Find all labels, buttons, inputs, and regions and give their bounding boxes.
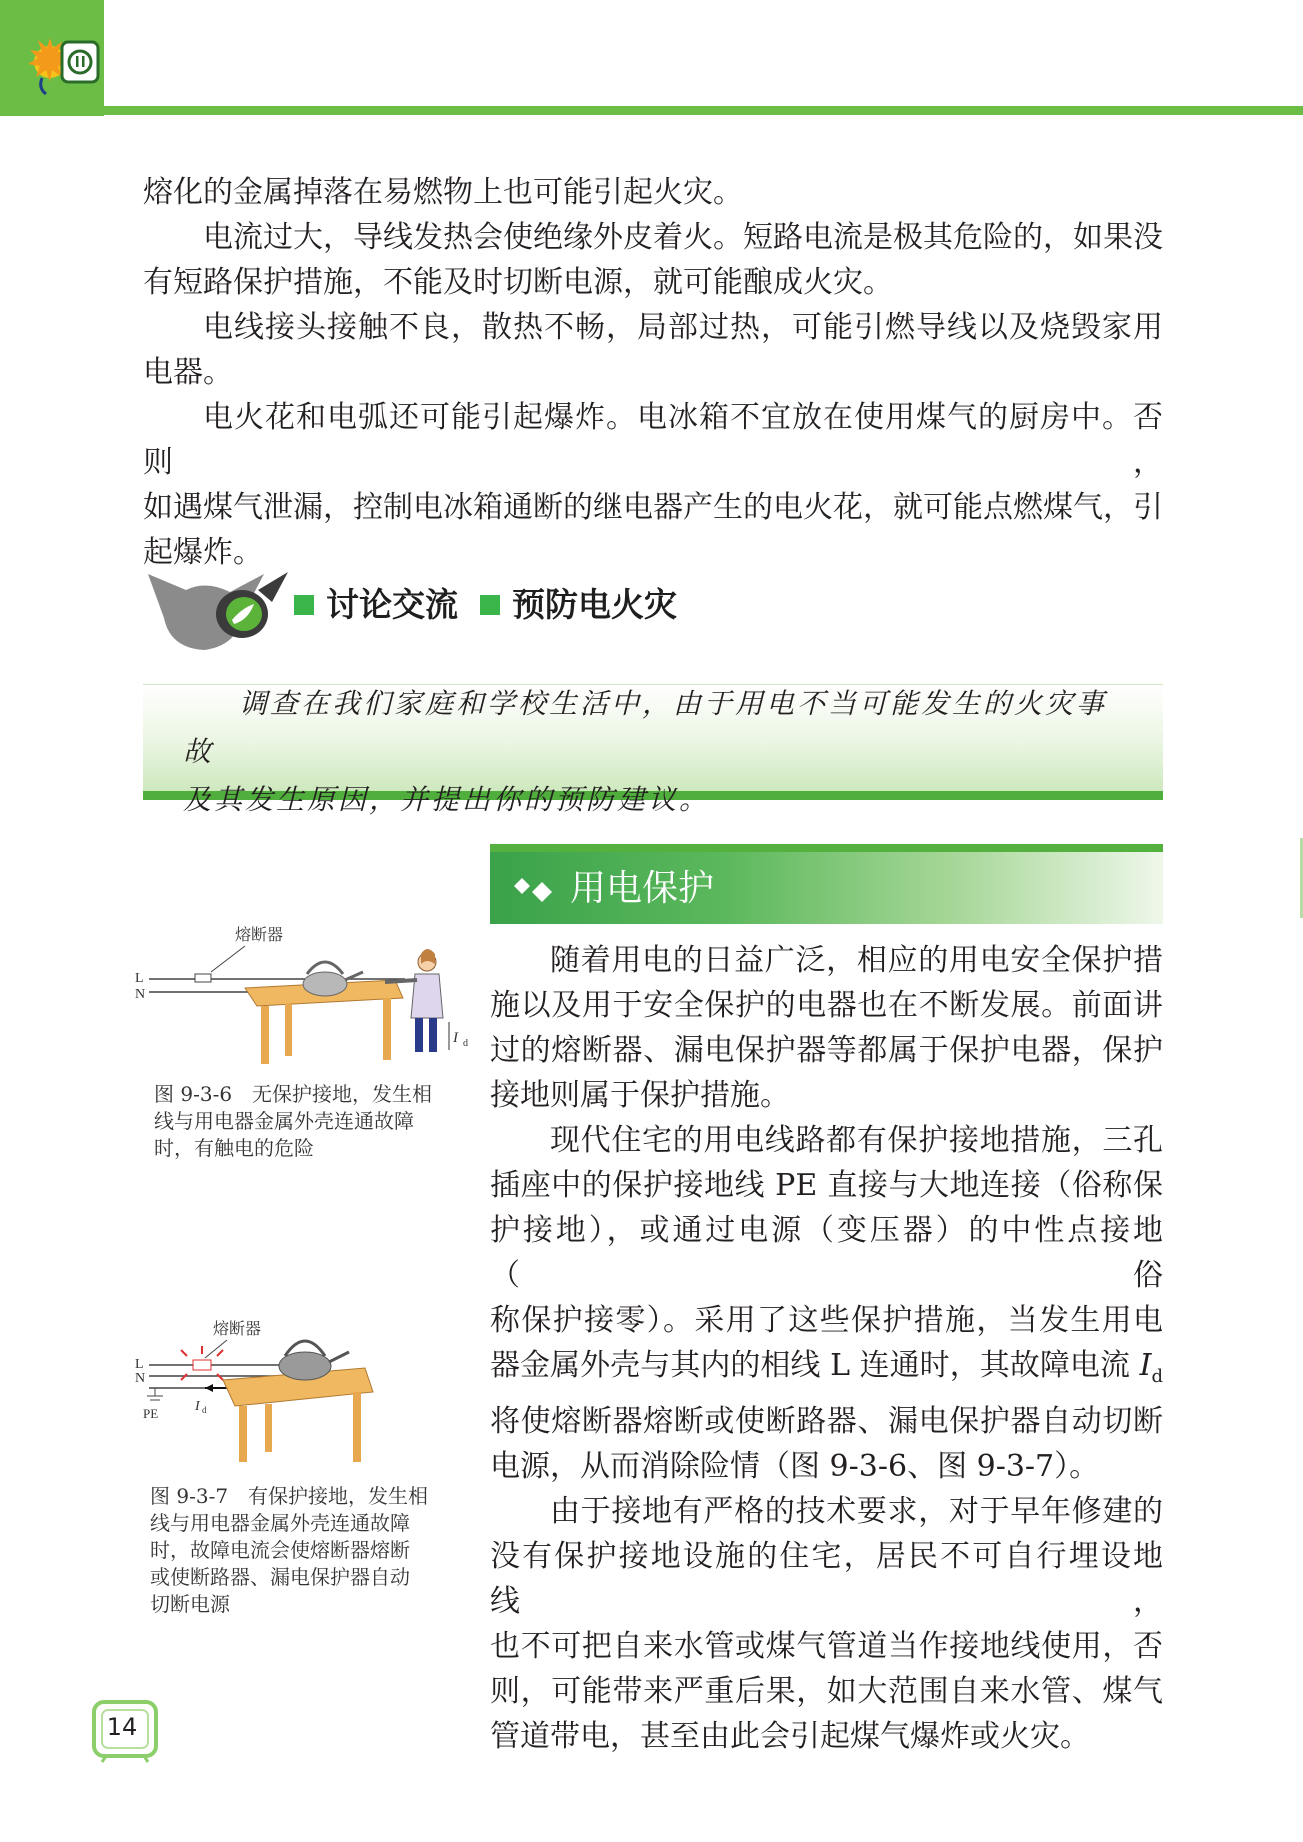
discussion-heading [290,582,677,628]
fig1-person-leg [415,1018,423,1052]
fig1-current-sub: d [463,1038,468,1049]
main-line: 护接地），或通过电源（变压器）的中性点接地（俗 [490,1213,1163,1293]
main-line [490,1343,1163,1399]
discussion-line: 调查在我们家庭和学校生活中，由于用电不当可能发生的火灾事故 [183,687,1108,768]
intro-line: 有短路保护措施，不能及时切断电源，就可能酿成火灾。 [143,265,893,300]
fig2-fuse-pointer [205,1340,227,1358]
diamonds-icon [512,874,560,904]
fig2-table-leg [265,1404,272,1452]
fig1-fuse-label: 熔断器 [235,927,284,944]
discussion-label: 讨论交流 [326,585,458,624]
fig2-current-label: I [195,1399,200,1414]
fig2-arrow-head [205,1384,213,1392]
fig1-person-leg [429,1018,437,1052]
intro-text [143,170,1163,575]
fig1-current-label: I [453,1030,458,1046]
main-line-text: 器金属外壳与其内的相线 L 连通时，其故障电流 [490,1348,1131,1383]
caption-line: 线与用电器金属外壳连通故障 [154,1109,414,1133]
fault-current-subscript: d [1151,1366,1163,1387]
intro-line: 电流过大，导线发热会使绝缘外皮着火。短路电流是极其危险的，如果没 [203,220,1163,255]
fault-current-symbol: I [1139,1348,1152,1383]
fig1-kettle [303,972,347,996]
caption-line: 线与用电器金属外壳连通故障 [150,1511,410,1535]
main-line: 接地则属于保护措施。 [490,1078,790,1113]
fig2-fuse [193,1360,211,1370]
main-line: 现代住宅的用电线路都有保护接地措施，三孔 [550,1123,1163,1158]
intro-line: 电器。 [143,355,233,390]
intro-line: 电线接头接触不良，散热不畅，局部过热，可能引燃导线以及烧毁家用 [203,310,1163,345]
fig1-table-leg [383,998,391,1060]
main-line: 没有保护接地设施的住宅，居民不可自行埋设地线， [490,1539,1163,1619]
fig2-kettle [279,1352,331,1380]
fig2-fuse-label: 熔断器 [213,1321,262,1338]
main-line: 电源，从而消除险情（图 9-3-6、图 9-3-7）。 [490,1449,1100,1484]
fig2-table-leg [353,1392,361,1462]
discussion-line: 及其发生原因，并提出你的预防建议。 [183,783,711,816]
page-number: 14 [106,1713,138,1741]
intro-line: 电火花和电弧还可能引起爆炸。电冰箱不宜放在使用煤气的厨房中。否则， [143,400,1163,480]
main-text [490,938,1163,1759]
fig2-N-label: N [135,1371,146,1386]
fig1-table-leg [261,1006,269,1064]
figure-9-3-7-caption [150,1483,460,1618]
discussion-text [183,680,1123,824]
fig2-table-leg [239,1406,247,1462]
main-line: 管道带电，甚至由此会引起煤气爆炸或火灾。 [490,1719,1090,1754]
fig2-PE-label: PE [143,1406,159,1421]
fig1-table-leg [285,1004,292,1056]
intro-line: 如遇煤气泄漏，控制电冰箱通断的继电器产生的电火花，就可能点燃煤气，引 [143,490,1163,525]
main-line: 插座中的保护接地线 PE 直接与大地连接（俗称保 [490,1168,1163,1203]
figure-9-3-7-illustration [135,1318,465,1478]
main-line: 将使熔断器熔断或使断路器、漏电保护器自动切断 [490,1404,1163,1439]
figure-9-3-6-illustration [135,920,468,1080]
main-line: 随着用电的日益广泛，相应的用电安全保护措 [550,943,1163,978]
caption-line: 图 9-3-7 有保护接地，发生相 [150,1484,429,1508]
fig1-fuse [195,974,211,982]
main-line: 也不可把自来水管或煤气管道当作接地线使用，否 [490,1629,1163,1664]
main-line: 过的熔断器、漏电保护器等都属于保护电器，保护 [490,1033,1163,1068]
main-line: 则，可能带来严重后果，如大范围自来水管、煤气 [490,1674,1163,1709]
caption-line: 时，故障电流会使熔断器熔断 [150,1538,410,1562]
main-line: 施以及用于安全保护的电器也在不断发展。前面讲 [490,988,1163,1023]
fig2-kettle-spout [329,1352,349,1362]
fig1-L-label: L [135,971,144,986]
caption-line: 切断电源 [150,1592,230,1616]
figure-9-3-6-caption [154,1081,464,1162]
discussion-cat-icon [146,568,291,654]
electric-plug-logo-icon [22,22,102,102]
caption-line: 时，有触电的危险 [154,1136,314,1160]
green-square-icon [294,595,314,615]
main-line: 称保护接零）。采用了这些保护措施，当发生用电 [490,1303,1163,1338]
caption-line: 或使断路器、漏电保护器自动 [150,1565,410,1589]
fig1-person-arm [385,980,417,982]
caption-line: 图 9-3-6 无保护接地，发生相 [154,1082,433,1106]
intro-line: 熔化的金属掉落在易燃物上也可能引起火灾。 [143,175,743,210]
fig2-L-label: L [135,1357,144,1372]
section-title: 用电保护 [570,868,715,909]
fig1-N-label: N [135,987,146,1002]
fig2-current-sub: d [202,1405,207,1415]
main-line: 由于接地有严格的技术要求，对于早年修建的 [550,1494,1163,1529]
green-square-icon [480,595,500,615]
section-heading-rule [490,844,1163,852]
header-rule [104,106,1303,115]
fig1-fuse-pointer [211,946,245,972]
discussion-topic: 预防电火灾 [512,585,677,624]
intro-line: 起爆炸。 [143,535,263,570]
